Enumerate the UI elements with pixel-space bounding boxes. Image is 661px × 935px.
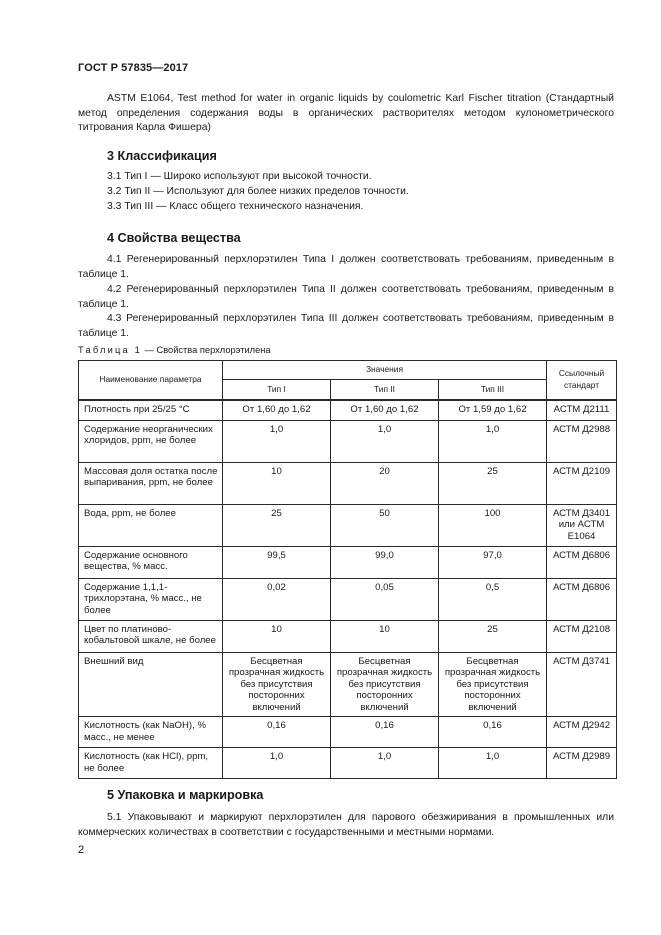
- type-2-value: 1,0: [331, 420, 439, 462]
- reference-standard: АСТМ Д3741: [547, 652, 617, 717]
- standard-code-header: ГОСТ Р 57835—2017: [78, 62, 189, 74]
- table-row: [79, 652, 617, 717]
- parameter-name: Массовая доля остатка после выпаривания, ppm, не более: [79, 462, 223, 504]
- header-reference: Ссылочный стандарт: [547, 361, 617, 401]
- type-3-value: 0,16: [439, 717, 547, 748]
- type-3-value: 100: [439, 504, 547, 546]
- table-row: [79, 578, 617, 620]
- header-type-1: Тип I: [223, 380, 331, 401]
- parameter-name: Кислотность (как NaOH), % масс., не менее: [79, 717, 223, 748]
- section-5-item: 5.1 Упаковывают и маркируют перхлорэтилен для парового обезжиривания в промышленных или коммерческих количествах в соответствии с государственными и местными нормами.: [78, 812, 614, 838]
- table-row: [79, 462, 617, 504]
- type-3-value: 0,5: [439, 578, 547, 620]
- type-2-value: 0,05: [331, 578, 439, 620]
- type-3-value: 25: [439, 620, 547, 652]
- type-2-value: 1,0: [331, 748, 439, 779]
- parameter-name: Кислотность (как HCl), ppm, не более: [79, 748, 223, 779]
- table-row: [79, 748, 617, 779]
- parameter-name: Цвет по платиново-кобальтовой шкале, не более: [79, 620, 223, 652]
- table-caption-text: — Свойства перхлорэтилена: [142, 345, 271, 355]
- type-1-value: Бесцветная прозрачная жидкость без присутствия посторонних включений: [223, 652, 331, 717]
- header-type-2: Тип II: [331, 380, 439, 401]
- type-3-value: От 1,59 до 1,62: [439, 400, 547, 420]
- parameter-name: Плотность при 25/25 °С: [79, 400, 223, 420]
- parameter-name: Содержание основного вещества, % масс.: [79, 546, 223, 578]
- parameter-name: Содержание 1,1,1-трихлорэтана, % масс., не более: [79, 578, 223, 620]
- section-3-item: 3.1 Тип I — Широко используют при высокой точности.: [107, 171, 372, 182]
- type-1-value: От 1,60 до 1,62: [223, 400, 331, 420]
- reference-standard: АСТМ Д6806: [547, 546, 617, 578]
- type-3-value: Бесцветная прозрачная жидкость без присутствия посторонних включений: [439, 652, 547, 717]
- type-1-value: 1,0: [223, 420, 331, 462]
- reference-standard: АСТМ Д2108: [547, 620, 617, 652]
- type-3-value: 1,0: [439, 420, 547, 462]
- section-4-title: 4 Свойства вещества: [107, 231, 241, 245]
- reference-paragraph: ASTM E1064, Test method for water in organic liquids by coulometric Karl Fischer titration (Стандартный метод определения содержания воды в органических растворителях методом кулонометрического титрования Карла Фишера): [78, 93, 614, 133]
- type-1-value: 1,0: [223, 748, 331, 779]
- reference-standard: АСТМ Д6806: [547, 578, 617, 620]
- type-1-value: 0,16: [223, 717, 331, 748]
- type-2-value: Бесцветная прозрачная жидкость без присутствия посторонних включений: [331, 652, 439, 717]
- parameter-name: Содержание неорганических хлоридов, ppm, не более: [79, 420, 223, 462]
- type-1-value: 10: [223, 620, 331, 652]
- section-4-item: 4.2 Регенерированный перхлорэтилен Типа II должен соответствовать требованиям, приведенным в таблице 1.: [78, 284, 614, 310]
- table-row: [79, 504, 617, 546]
- table-row: [79, 717, 617, 748]
- table-caption: [78, 345, 271, 355]
- type-1-value: 10: [223, 462, 331, 504]
- type-1-value: 0,02: [223, 578, 331, 620]
- table-row: [79, 546, 617, 578]
- page-number: 2: [78, 844, 85, 856]
- type-2-value: 10: [331, 620, 439, 652]
- type-2-value: 50: [331, 504, 439, 546]
- table-caption-label: Таблица 1: [78, 345, 143, 355]
- type-3-value: 25: [439, 462, 547, 504]
- section-3-title: 3 Классификация: [107, 149, 217, 163]
- type-2-value: От 1,60 до 1,62: [331, 400, 439, 420]
- type-1-value: 25: [223, 504, 331, 546]
- reference-standard: АСТМ Д2111: [547, 400, 617, 420]
- section-4-item: 4.3 Регенерированный перхлорэтилен Типа III должен соответствовать требованиям, приведенным в таблице 1.: [78, 313, 614, 339]
- table-row: [79, 420, 617, 462]
- type-3-value: 97,0: [439, 546, 547, 578]
- type-3-value: 1,0: [439, 748, 547, 779]
- table-row: [79, 620, 617, 652]
- reference-standard: АСТМ Д3401 или АСТМ Е1064: [547, 504, 617, 546]
- type-2-value: 99,0: [331, 546, 439, 578]
- reference-standard: АСТМ Д2988: [547, 420, 617, 462]
- table-row: [79, 400, 617, 420]
- reference-standard: АСТМ Д2942: [547, 717, 617, 748]
- header-parameter: Наименование параметра: [79, 361, 223, 401]
- header-type-3: Тип III: [439, 380, 547, 401]
- section-5-title: 5 Упаковка и маркировка: [107, 788, 264, 802]
- parameter-name: Вода, ppm, не более: [79, 504, 223, 546]
- type-2-value: 20: [331, 462, 439, 504]
- reference-standard: АСТМ Д2989: [547, 748, 617, 779]
- section-3-item: 3.3 Тип III — Класс общего технического назначения.: [107, 201, 364, 212]
- reference-standard: АСТМ Д2109: [547, 462, 617, 504]
- parameter-name: Внешний вид: [79, 652, 223, 717]
- section-4-item: 4.1 Регенерированный перхлорэтилен Типа I должен соответствовать требованиям, приведенным в таблице 1.: [78, 254, 614, 280]
- type-1-value: 99,5: [223, 546, 331, 578]
- type-2-value: 0,16: [331, 717, 439, 748]
- properties-table: [78, 360, 617, 779]
- section-3-item: 3.2 Тип II — Используют для более низких пределов точности.: [107, 186, 409, 197]
- header-values: Значения: [223, 361, 547, 380]
